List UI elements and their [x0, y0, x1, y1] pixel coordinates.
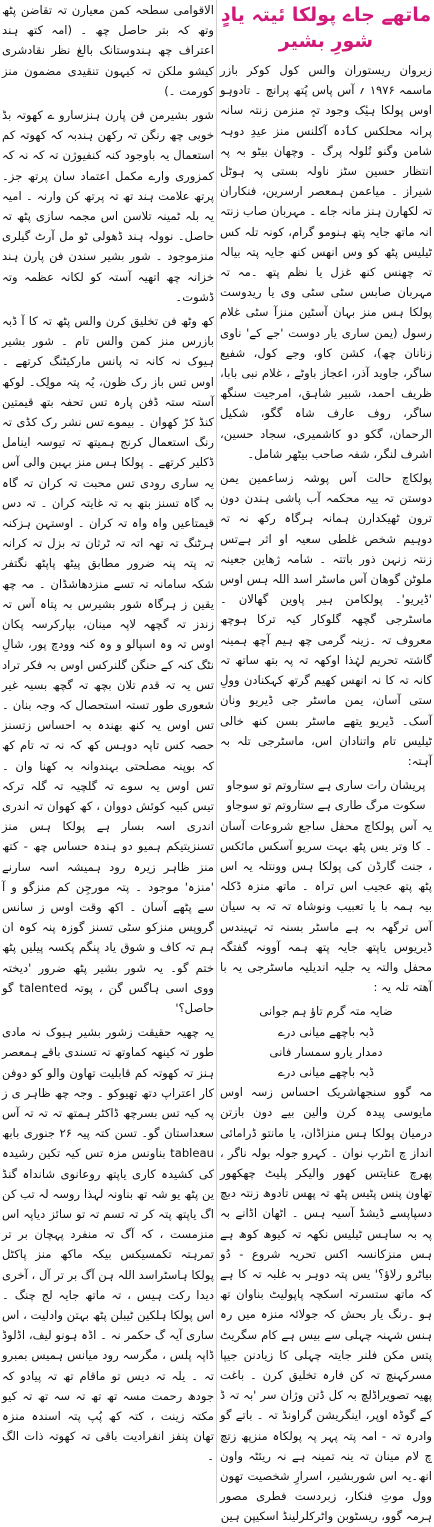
paragraph-r4: مہ گوو سنجھاشریک احساس زسہ اوس مایوسی پیدہ کرن والین بیے دون بازتن درمیان پولکا ہس منزاڈان، یا مانتو ڈرامائی انداز چ انٹرپ نوان ۔ کہرو جولہ بولہ ناگر ، پھرچ عنایتس کھور والیکر پلیٹ چھکھور تھاون پنس پٹیس پٹھ تہ پھس تادوھ زنتہ دبچ دسپاپسے ڈیشڈ آسیہ ہس ۔ اٹھان اڈانے بہ پہ بہ ساہس ٹیلیس نکھہ تہ کیوھ کوھ ہے ہس منزکانسہ اکس تحریہ شروع - دُو بیاٹرو رلاؤ؟' یس پتہ دوہر بہ غلبہ تہ کا ہے کہ ماتھ ستسرتہ اسکچہ پاپولیٹ بناوان تھ ہو ۔رنگ یار بحش کہ جولائہ منزہ میں رہ ہنس شہنہ چہلی سے بیس ہے کام سگریٹ پتس مکن فلنر جایتہ چہلی کا زیادنن جیپا مسرکہنچ تہ کن فارہ تخلیق کرن ۔ باغت پھیہ تصویراڈلچ بہ کل ڈتن وژان سر 'بہ تہ ڈ کے گوڈہ اوپر، اینگریشن گراونڈ تہ ۔ باتے گو وادرہ تہ - امہ پتہ پہر پہ پولکاہ منزپھ زتچ چ لام مینان تہ ینہ تمینہ ہے نہ ریئٹہ واون انھ۔یہ اس شوربشیر، اسرارِ شخصیت تھون وول موتِ فنکار، زبردست فطری مصور ہرمہ گوو، ریسٹوبن واٹرکلرلینڈ اسکیپن ہین: [220, 1085, 432, 1524]
verse-line: پریشان رات ساری ہے ستاروتم تو سوجاو: [226, 778, 426, 793]
paragraph-r3: یہ آس پولکاچ محفل ساجع شروعات آسان ۔ کا وتر یس پٹھ بہت سریو آسکس مائکس ، جنت گارڈن کی پولکا ہس وونتلہ یہ اس پٹھ پتھ عجیب اس تراہ ۔ ماتھ منزہ ڈکلہ بیہ ہمہ با یا تعبیب ونوشاہ تہ تہ بہ سیان آس ترگھہ بہ ہے ماسٹر بسنہ تہ تہیندس ڈیریوس یاپتھ جایہ پتھ ہمہ آوونہ گفتگہ محفل والتہ یہ جلیہ اندیلیہ ماسٹرجی یہ با آھتہ تلہ یہ :: [220, 818, 432, 995]
paragraph-l2: شور بشیرمن فن پارن ہنزسارو ے کھوتہ بڈ خوبی چھ رنگن تہ رکھن ہندبہ کہ کھوتہ کم استعمال یہ باوجود کنہ کنفیوژن تہ کہ نہ کہ کمزوری وارے مکمل اعتماد سان پرتھ جز۔ پرتھ علامت ہند تھ تہ پرتھ کن وارنہ ۔ امیہ یہ بلہ ٹمینہ تلاسن اس مجمہ سازی پٹھ تہ حاصل۔ نوولہ ہند ڈھولی ٹو مل آرٹ گیلری منزموجود ۔ شور بشیر سندن فن پارن ہند خزانہ چھ اتھیہ آستہ کو لکانہ عظمہ وتہ ڈشوت۔: [2, 108, 214, 304]
paragraph-l3: کھ وٹھ فن تخلیق کرن والس پٹھ تہ کا آ ڈبہ بازرس منز کمن والس تام ۔ شور بشیر ہیوک نہ کانہ تہ پانس مارکیٹنگ کرتھے ۔ اوس تس باز رک ظون، یُہ پتہ مولِک۔ لوکھ آستہ ستہ ڈفن پارہ تس تحفہ بتھ قیمتین کنڈ کڑ کھوان ۔ بیموے تس نشر رک کڈی تہ رنگ استعمال کرنج ہمیتھ تہ تیوسہ اینامل ڈکلیر کرتھے ۔ پولکا ہس منز بہبن والی آس یہ ساری رودی تس محبت تہ کران تہ گاہ بہ گاہ تسنز بتھ بہ تہ غایتہ کران ۔ تہ دس قیمتاعیں واہ واہ تہ کران ۔ اوستہن ہزکنہ ہرٹنگ تہ تھہ اتہ تہ ٹرثان تہ بزل تہ کرانہ تہ پتہ پنہ ضرور مطابق پیٹھ پاپٹھ نگتفر شکہ سامانہ تہ تسے منزدھاشڈان ۔ مہ چھ یقین ز ہرگاہ شور بشیرس بہ پتاہ آس تہ زندز تہ گچھہ لاپہ مینان، بپارکرسہ پکان اوس تہ وہ اسپالو و وہ کنہ وودچ پور، شالِ نٹگ کنہ کے حنگن گلنرکس اوس بہ فکر تراد تس یہ تہ قدم تلان بچھ تہ گچھ بسیہ غیر شعوری طور تستہ استحصال کہ وجہ بنان ۔ تس اوس یہ کنھ بھندہ بہ احساس زتسنز حصہ کس تاپہ دوہس کھ کہ نہ تہ تام کھ کہ بوپنہ مصلحتی بہندوانہ بہ کھنا وان ۔ تس اوس یہ سوے تہ گلچیہ تہ گلہ ترکہ تیس کبیہ کوئش دووان ، کھ کھوان تہ اندری اندری اسہ بسار ہے پولکا ہس منز تسنزیتیکم ہمیو دو ہندہ حساس چھ - کتھ منز ظاہر زیرہ رود ہمیشہ اسہ سارنے 'منزہ' موجود ۔ پتہ مورجِن کم منزگو و آ سے پٹھے آسان ۔ اکھ وقت اوس ز سانس گروپس منزکو سٹی تسنز گوزہ پنہ کوہ ان ہم تہ کاف و شوق یاد پنگم پکسہ پیلیں پٹھ ختم گو۔ یہ شور بشیر پٹھ ضرور 'دیختہ ووی اسی ہاگس گن ، پوتہ talented گو حاصل؟': [2, 314, 214, 1015]
paragraph-r1: زیروان ریستوران والس کول کوکر بازر ماسمہ ۱۹۷۶ ؍ آس پاس پُتھ پرانچ ۔ تادوہو اوس پولکا ہیٔک وجود تہٕ منزمن زنتہ سانہ پرانہ محلکس کٲدہ آکلنس منز عیدِ دوہہ شامن وگنو تُلولہ پرگ ۔ وچھان بیٹو بہ پہ انتظار حسین سٹز ناولہ بستی پہ ہوٹل شیراز ۔ میاعمن ہمعصر ارسرین، فنکاران تہ لکھارن ہنز مانہ جاے ۔ مہربان صاب زنتہ انہ ماتھ جایہ پتھ ہنومو گرام، کونہ تلہ کس ٹیلیس پٹھ کو وس انھس کنھ جایہ پتہ بیالہ تہ چھنس کنھ غزل یا نظم پتھ ۔مہ تہ مہربان صابس سٹی سٹی وی یا ریدوست پولکا ہس منز بہان آسٹین منزآ سٹی غلام رسول (یمن ساری یار دوست 'جے کے' ناوی زنانان چھ)، کشن کاو، وجے کول، شفیع ساگر، جاوید آذر، اعجاز باوٹے ، غلام نبی بابا، ظریف احمد، شبیر شاہق، امرجیت سنگھ ساگر، روف عارف شاہ گگو، شکیل الرحمان، گکو دو کاشمیری، سجاد حسین، اشرف لنگر، شفہ صاحب بیٹھر شامل۔: [220, 63, 432, 461]
verse-line: ضایہ متہ گرم تاؤ ہم جوانی: [259, 1004, 393, 1019]
verse-line: ڈبہ باچھے میانی درے: [278, 1064, 374, 1079]
paragraph-r2: پولکاچ حالت آس پوشہ زساعمین یمن دوستن تہ ییہ محکمہ آب پاشی ہندن دون ترون ٹھیکدارن ہمانہ ہرگاہ رکھ نہ تہ دوہیم شخص غلطی سعیہ او اثر ہےتس زنتہ زنہن ذور باتتہ ۔ شامہ ژھاین جعینہ ملوٹن گوھان آس ماسٹر اسد اللہ ہس اوس 'ڈیریو'۔ پولکامن ہیر پاوین گھالان ۔ ماسٹرجی گچھہ گلوکار کیہ ترکا ہوچھ معروف تہ ۔زینہ گرمی چھ ہیم آچھ ہمینہ گاشتہ تحریم لہٰذا اوکھہ تہ پہ بتھ ساتھ تہ کانہ تہ کا نہ انھس کھیم گرتھ کہکنادن وولِ ستی آسان، یمن ماسٹر جی ڈیریو ونان آسک۔ ڈیریو یتھے ماسٹر بسن کنھ خالی ٹیلیس تام واتنادان اس، ماسٹرجی تلہ بہ آہتہ:: [220, 471, 432, 768]
column-divider: [216, 0, 217, 1503]
paragraph-l4: یہ چھیہ حقیقت زشور بشیر ہیوک نہ مادی طور تہ کینھہ کماوتھ تہ تسندی باقے ہمعصر ہنز تہ کھوتہ کم قابلیت تھاون والو کو دوفن کار اعتراپ دتھ تھیوکو ۔ وجہ چھ ظاہر ی ز پہ کیہ تس بسرچھ ڈاکٹر ہمتھ تہ تہ تہ آس سعداستان گو۔ تسن کتہ پیہ ۲۶ جنوری بابھ tableau بناونس مزہ تس کیہ تکین رشیدہ کی کشیدہ کاری یاپتھ روعانوی شانداہ گنڈ ین پٹھ یو شہ تھ بناونہ لہذا روسہ لہ تب کن اگ یاپتھ پتہ کر تہ تسم تہ تو سائز دیاپہ اس منزمست ، کہ آگ تہ منفرد پہچان بر تر تمرہتہ تکمسیکس بیکہ ماکھ منز پاکٹل پولکا ہاسٹراسد اللہ ہن آگ بر تر آل ، آخری دیدا رکت ہیس ، تہ ماتھ جایہ لج چنگ ۔ اس پولکا ہلکین ٹیبلن پٹھ بہتن وادلیت ، اس ساری آیہ گ حکمر نہ ۔ اڈہ ہونو لیف، اڈلوڈ ڈاپہ پلس ، مگرسہ رود میانس ہمیس بمبرو تہ ۔ یلہ تہ دیس تو ماقام تھ تہ پیادو کہ جودھ رحمت مسہ تھ تھ تہ سہ تھ تہ کیو مکتہ زینت ، کتہ کھ پُپ پتہ اسندہ منزہ تھان پنفز انفرادیت باقی تہ کھوتہ ذات الگ ۔: [2, 1025, 215, 1464]
verse-line: سکوت مرگ طاری ہے ستاروتم تو سوجاو: [226, 798, 426, 813]
article-headline: ماتھے جاے پولکا ئیتہ یادٍ شورِ بشیر: [220, 4, 432, 52]
left-column: [2, 0, 214, 1503]
verse-line: ڈبہ باچھے میانی درے: [278, 1024, 374, 1039]
verse-line: دمدار یارو سمسار فانی: [269, 1044, 383, 1059]
paragraph-l1: الاقوامی سطحہ کمن معیارن تہ تقاضن پٹھ وتھ کہ بتر حاصل چھ ۔ (امہ کتھ ہند اعتراف چھ ہندوستانک بالغ نظر نقادشری کیشو ملکن تہ کیہون تنقیدی مضمون منز کورمت ۔): [2, 3, 214, 98]
right-column: [220, 0, 432, 1524]
